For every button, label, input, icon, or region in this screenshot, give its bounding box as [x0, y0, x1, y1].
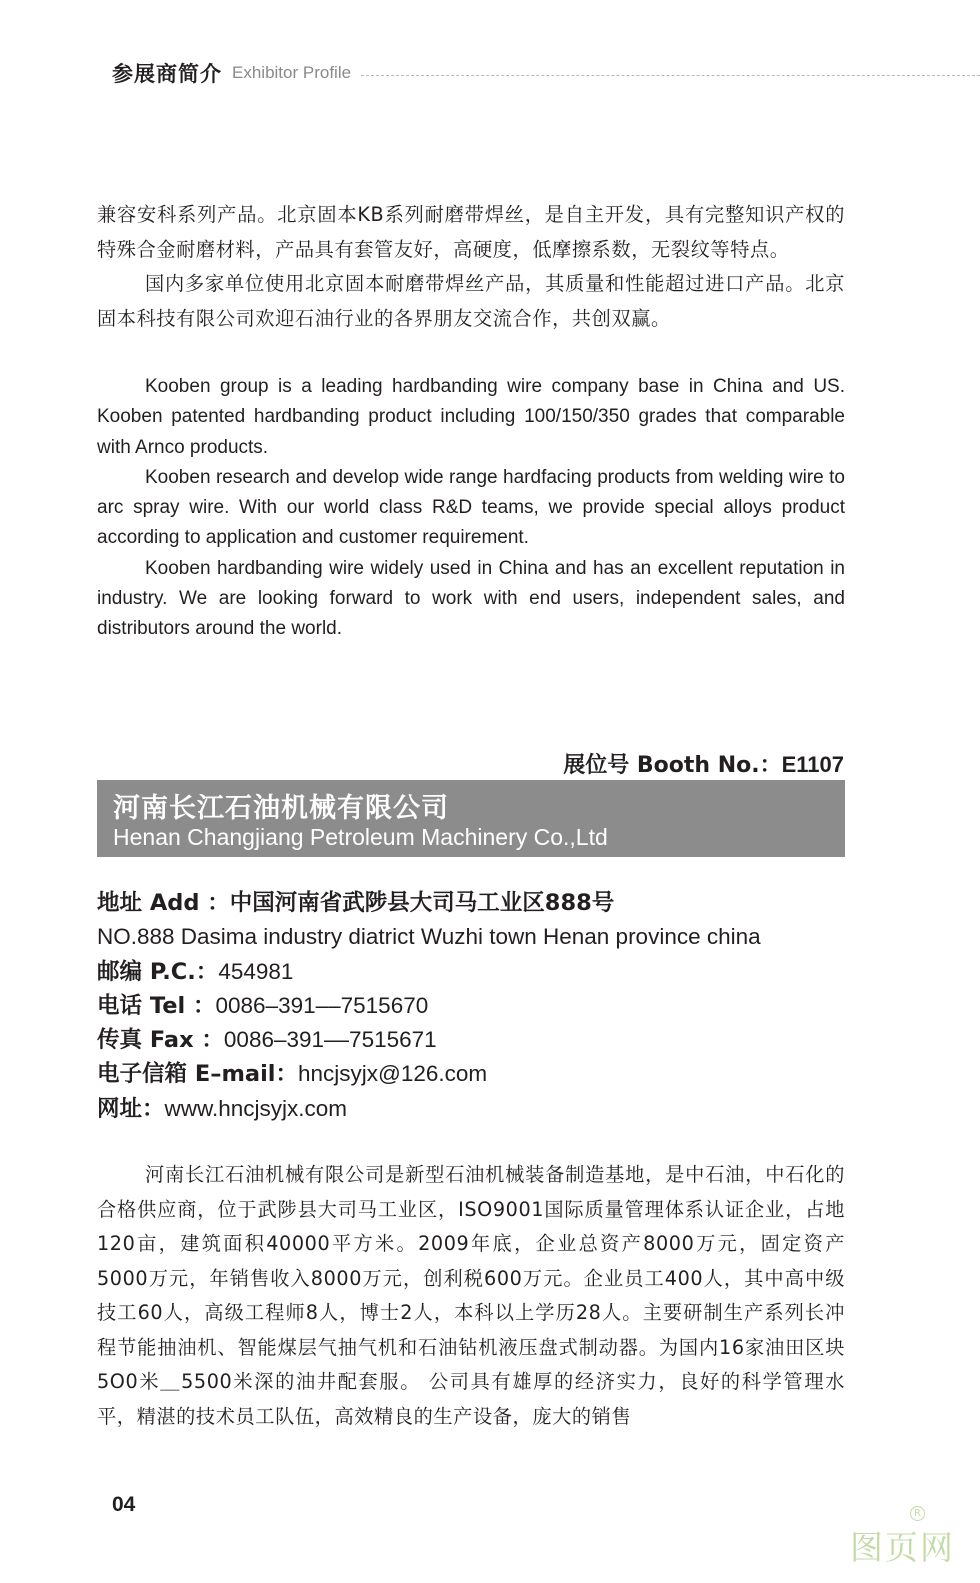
postcode-label: 邮编 P.C.： [97, 958, 219, 985]
company-name-en: Henan Changjiang Petroleum Machinery Co.,Ltd [113, 824, 608, 850]
company-banner [97, 780, 845, 857]
en-paragraph-2: Kooben research and develop wide range hardfacing products from welding wire to arc spray wire. With our world class R&D teams, we provide special alloys product according to application and customer requirement. [97, 466, 845, 549]
address-cn: 中国河南省武陟县大司马工业区888号 [229, 890, 615, 916]
booth-label: 展位号 Booth No.： [563, 753, 782, 778]
watermark-logo [850, 1510, 970, 1570]
fax-value: 0086–391––7515671 [223, 1027, 437, 1053]
header-title-en: Exhibitor Profile [232, 63, 352, 82]
page-number: 04 [112, 1493, 136, 1516]
en-paragraph-3: Kooben hardbanding wire widely used in China and has an excellent reputation in industry. We are looking forward to work with end users, independent sales, and distributors around the world. [97, 557, 845, 640]
cn-paragraph-2: 国内多家单位使用北京固本耐磨带焊丝产品，其质量和性能超过进口产品。北京固本科技有限公司欢迎石油行业的各界朋友交流合作，共创双赢。 [97, 272, 845, 330]
website-row [97, 1092, 857, 1126]
tel-value: 0086–391––7515670 [215, 992, 429, 1018]
header-title-cn: 参展商简介 [112, 62, 222, 86]
website-label: 网址： [97, 1095, 165, 1122]
address-en: NO.888 Dasima industry diatrict Wuzhi town Henan province china [97, 924, 761, 950]
en-paragraph-1: Kooben group is a leading hardbanding wire company base in China and US. Kooben patented hardbanding product including 100/150/350 grades that comparable with Arnco products. [97, 376, 845, 458]
postcode-row [97, 955, 857, 989]
cn-intro-block [97, 198, 845, 336]
postcode-value: 454981 [218, 958, 294, 984]
booth-number [563, 748, 844, 779]
email-value: hncjsyjx@126.com [298, 1061, 488, 1087]
tel-row [97, 989, 857, 1023]
page-header [112, 58, 980, 88]
tel-label: 电话 Tel ： [97, 992, 216, 1019]
watermark-text: 图页网 [850, 1528, 955, 1567]
email-label: 电子信箱 E–mail： [97, 1061, 299, 1088]
company-description-block [97, 1158, 845, 1434]
fax-label: 传真 Fax ： [97, 1027, 224, 1054]
contact-info [97, 886, 857, 1126]
address-row [97, 886, 857, 920]
fax-row [97, 1023, 857, 1057]
email-row [97, 1057, 857, 1091]
en-intro-block [97, 372, 845, 645]
header-divider [361, 75, 980, 76]
address-en-row [97, 920, 857, 954]
address-label: 地址 Add ： [97, 890, 230, 916]
company-description: 河南长江石油机械有限公司是新型石油机械装备制造基地，是中石油，中石化的合格供应商，位于武陟县大司马工业区，ISO9001国际质量管理体系认证企业，占地120亩，建筑面积40000平方米。2009年底，企业总资产8000万元，固定资产5000万元，年销售收入8000万元，创利税600万元。企业员工400人，其中高中级技工60人，高级工程师8人，博士2人，本科以上学历28人。主要研制生产系列长冲程节能抽油机、智能煤层气抽气机和石油钻机液压盘式制动器。为国内16家油田区块5O0米＿5500米深的油井配套服。 公司具有雄厚的经济实力，良好的科学管理水平，精湛的技术员工队伍，高效精良的生产设备，庞大的销售 [97, 1163, 845, 1428]
website-value: www.hncjsyjx.com [164, 1095, 348, 1121]
registered-mark-icon: R [910, 1506, 925, 1521]
booth-value: E1107 [781, 752, 844, 777]
company-name-cn: 河南长江石油机械有限公司 [113, 793, 449, 824]
cn-paragraph-1: 兼容安科系列产品。北京固本KB系列耐磨带焊丝，是自主开发，具有完整知识产权的特殊合金耐磨材料，产品具有套管友好，高硬度，低摩擦系数，无裂纹等特点。 [97, 203, 845, 261]
